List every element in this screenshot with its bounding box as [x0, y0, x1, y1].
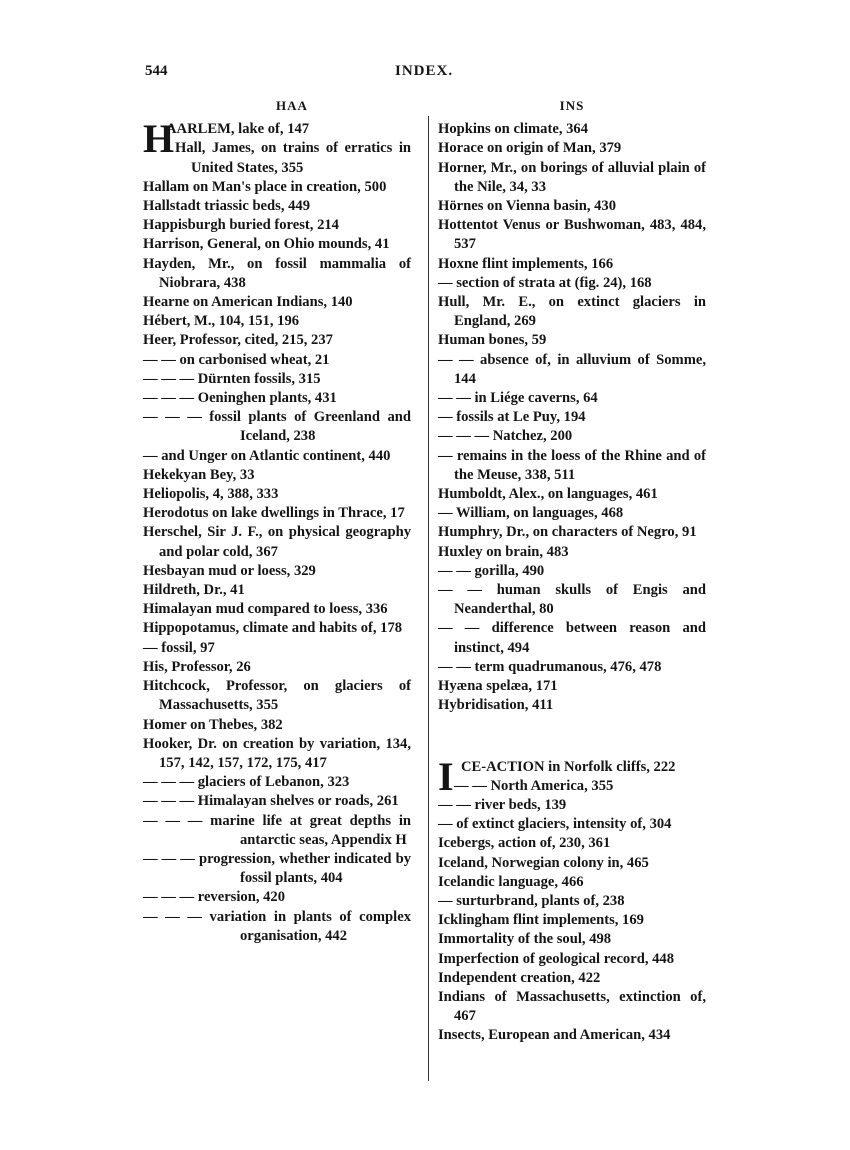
index-entry: His, Professor, 26 [143, 658, 251, 675]
index-entry: Himalayan mud compared to loess, 336 [143, 601, 388, 618]
index-entry: Hallam on Man's place in creation, 500 [143, 178, 387, 195]
page-number: 544 [145, 63, 168, 79]
index-entry: Harrison, General, on Ohio mounds, 41 [143, 236, 390, 253]
index-entry: — and Unger on Atlantic continent, 440 [143, 447, 391, 464]
index-entry: Hörnes on Vienna basin, 430 [438, 198, 617, 215]
index-entry: — — — Oeninghen plants, 431 [143, 390, 337, 407]
index-entry: Heer, Professor, cited, 215, 237 [143, 332, 333, 349]
index-entry: Herschel, Sir J. F., on physical geography and polar cold, 367 [143, 524, 411, 560]
index-entry: Huxley on brain, 483 [438, 543, 569, 560]
dropcap-letter: H [143, 116, 175, 162]
index-entry: — — — glaciers of Lebanon, 323 [143, 774, 350, 791]
running-title: INDEX. [395, 63, 454, 79]
index-entry: Indians of Massachusetts, extinction of, 467 [438, 988, 706, 1025]
dropcap-entry-i-first-line: CE-ACTION in Norfolk cliffs, 222 [461, 758, 676, 775]
index-entry: — — absence of, in alluvium of Somme, 144 [438, 351, 706, 387]
index-entry: — surturbrand, plants of, 238 [438, 892, 625, 909]
dropcap-entry-first-line: AARLEM, lake of, 147 [166, 121, 310, 138]
index-entry: — — term quadrumanous, 476, 478 [438, 658, 662, 675]
index-entry: Horner, Mr., on borings of alluvial plain of the Nile, 34, 33 [438, 159, 706, 195]
right-entry-list-i [438, 796, 706, 1046]
index-entry: Herodotus on lake dwellings in Thrace, 17 [143, 505, 405, 522]
index-entry: Hearne on American Indians, 140 [143, 294, 353, 311]
index-entry: Humphry, Dr., on characters of Negro, 91 [438, 524, 697, 541]
index-entry: Hesbayan mud or loess, 329 [143, 562, 316, 579]
section-gap [438, 716, 706, 758]
index-entry: Hayden, Mr., on fossil mammalia of Niobrara, 438 [143, 255, 411, 291]
index-entry: — — — Natchez, 200 [438, 428, 573, 445]
index-entry: — — — progression, whether indicated by fossil plants, 404 [143, 850, 411, 887]
index-entry: Hull, Mr. E., on extinct glaciers in England, 269 [438, 294, 706, 330]
index-entry: — — — Dürnten fossils, 315 [143, 370, 321, 387]
index-entry: — remains in the loess of the Rhine and of the Meuse, 338, 511 [438, 447, 706, 483]
index-entry: Insects, European and American, 434 [438, 1027, 671, 1044]
index-entry: Hybridisation, 411 [438, 697, 554, 714]
index-entry: Hekekyan Bey, 33 [143, 466, 255, 483]
index-entry: Heliopolis, 4, 388, 333 [143, 486, 279, 503]
index-entry: — — gorilla, 490 [438, 562, 545, 579]
index-entry: Imperfection of geological record, 448 [438, 950, 675, 967]
index-entry: — — on carbonised wheat, 21 [143, 351, 330, 368]
index-entry: Hooker, Dr. on creation by variation, 134, 157, 142, 157, 172, 175, 417 [143, 735, 411, 771]
index-entry: — — — fossil plants of Greenland and Iceland, 238 [143, 409, 411, 445]
right-column-heading: INS [559, 98, 585, 113]
index-entry: Hottentot Venus or Bushwoman, 483, 484, 537 [438, 217, 706, 253]
index-entry: Hopkins on climate, 364 [438, 121, 589, 138]
right-column [438, 96, 706, 1046]
index-entry: Icklingham flint implements, 169 [438, 912, 644, 929]
index-entry: — fossils at Le Puy, 194 [438, 409, 586, 426]
left-column-heading: HAA [276, 98, 308, 113]
index-entry: — section of strata at (fig. 24), 168 [438, 274, 652, 291]
index-entry: Icebergs, action of, 230, 361 [438, 835, 611, 852]
column-divider [428, 116, 429, 1081]
index-entry: Hoxne flint implements, 166 [438, 255, 614, 272]
left-entry-list [143, 178, 411, 946]
left-column [143, 96, 411, 946]
index-entry: Humboldt, Alex., on languages, 461 [438, 486, 658, 503]
index-entry: Homer on Thebes, 382 [143, 716, 283, 733]
index-entry: — — in Liége caverns, 64 [438, 390, 598, 407]
index-entry: Hildreth, Dr., 41 [143, 582, 245, 599]
index-entry: — — river beds, 139 [438, 796, 567, 813]
index-entry: Human bones, 59 [438, 332, 547, 349]
index-entry: — of extinct glaciers, intensity of, 304 [438, 816, 672, 833]
dropcap-entry-continuation: Hall, James, on trains of erratics in United States, 355 [175, 140, 411, 176]
index-entry: Horace on origin of Man, 379 [438, 140, 622, 157]
index-entry: — — — Himalayan shelves or roads, 261 [143, 793, 399, 810]
index-entry: Hébert, M., 104, 151, 196 [143, 313, 300, 330]
index-entry: Icelandic language, 466 [438, 873, 584, 890]
index-entry: — William, on languages, 468 [438, 505, 624, 522]
dropcap-entry-i-continuation: — — North America, 355 [454, 777, 614, 794]
right-entry-list-h [438, 120, 706, 715]
index-entry: Hippopotamus, climate and habits of, 178 [143, 620, 403, 637]
index-entry: Immortality of the soul, 498 [438, 931, 612, 948]
dropcap-entry-i [438, 753, 706, 799]
dropcap-letter-i: I [438, 753, 454, 799]
index-entry: — — difference between reason and instinct, 494 [438, 620, 706, 656]
index-entry: Hitchcock, Professor, on glaciers of Massachusetts, 355 [143, 678, 411, 714]
index-entry: Hyæna spelæa, 171 [438, 678, 558, 695]
index-entry: Happisburgh buried forest, 214 [143, 217, 339, 234]
index-entry: Iceland, Norwegian colony in, 465 [438, 854, 649, 871]
index-entry: — — — reversion, 420 [143, 889, 286, 906]
index-entry: — — human skulls of Engis and Neanderthal, 80 [438, 582, 706, 618]
index-entry: — — — marine life at great depths in antarctic seas, Appendix H [143, 812, 411, 848]
index-entry: — fossil, 97 [143, 639, 215, 656]
index-entry: Hallstadt triassic beds, 449 [143, 198, 311, 215]
index-entry: Independent creation, 422 [438, 969, 601, 986]
index-entry: — — — variation in plants of complex organisation, 442 [143, 908, 411, 944]
dropcap-entry [143, 116, 411, 178]
